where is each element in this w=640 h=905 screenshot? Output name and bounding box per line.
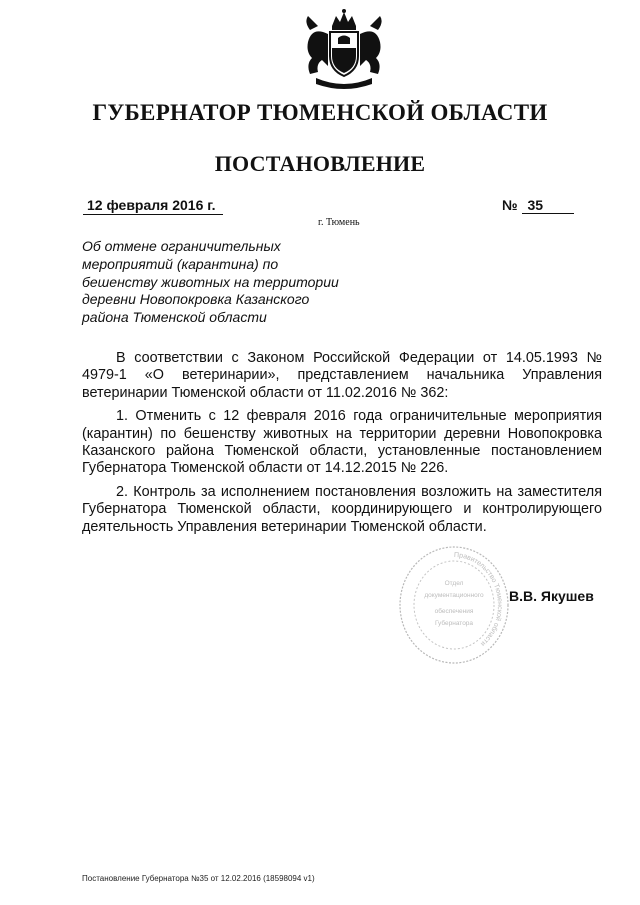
body-paragraph: 2. Контроль за исполнением постановления возложить на заместителя Губернатора Тюменской области, координирующего и контролирующего деятельность Управления ветеринарии Тюменской области.: [82, 483, 602, 535]
stamp-line: Губернатора: [434, 620, 474, 627]
signer-name: В.В. Якушев: [509, 588, 594, 604]
body-paragraph: В соответствии с Законом Российской Федерации от 14.05.1993 № 4979-1 «О ветеринарии», представлением начальника Управления ветеринарии Тюменской области от 11.02.2016 № 362:: [82, 350, 602, 401]
coat-of-arms-icon: [298, 8, 390, 92]
document-footer: Постановление Губернатора №35 от 12.02.2016 (18598094 v1): [82, 874, 315, 883]
authority-title: ГУБЕРНАТОР ТЮМЕНСКОЙ ОБЛАСТИ: [92, 100, 548, 125]
stamp-line: обеспечения: [434, 608, 474, 615]
stamp-line: Отдел: [444, 580, 464, 587]
stamp-ring-text: Правительство Тюменской области: [453, 551, 503, 648]
document-body: [82, 350, 602, 542]
subject-line: Об отмене ограничительных: [82, 238, 281, 254]
document-city: г. Тюмень: [318, 217, 360, 228]
body-paragraph: 1. Отменить с 12 февраля 2016 года ограничительные мероприятия (карантин) по бешенству животных на территории деревни Новопокровка Казанского района Тюменской области, установленные постановлением Губернатора Тюменской области от 14.12.2015 № 226.: [82, 408, 602, 477]
official-stamp: [396, 543, 512, 665]
subject-line: района Тюменской области: [82, 309, 267, 326]
stamp-line: документационного: [424, 592, 484, 599]
document-type-title: ПОСТАНОВЛЕНИЕ: [214, 151, 426, 176]
number-value: 35: [522, 197, 574, 214]
document-subject: [82, 238, 352, 327]
subject-line: бешенству животных на территории: [82, 273, 339, 290]
subject-line: мероприятий (карантина) по: [82, 255, 279, 272]
subject-line: деревни Новопокровка Казанского: [82, 291, 310, 308]
document-date: 12 февраля 2016 г.: [83, 197, 223, 215]
number-label: №: [502, 197, 518, 213]
svg-text:Правительство Тюменской област: [454, 552, 503, 647]
document-number: [502, 197, 586, 214]
